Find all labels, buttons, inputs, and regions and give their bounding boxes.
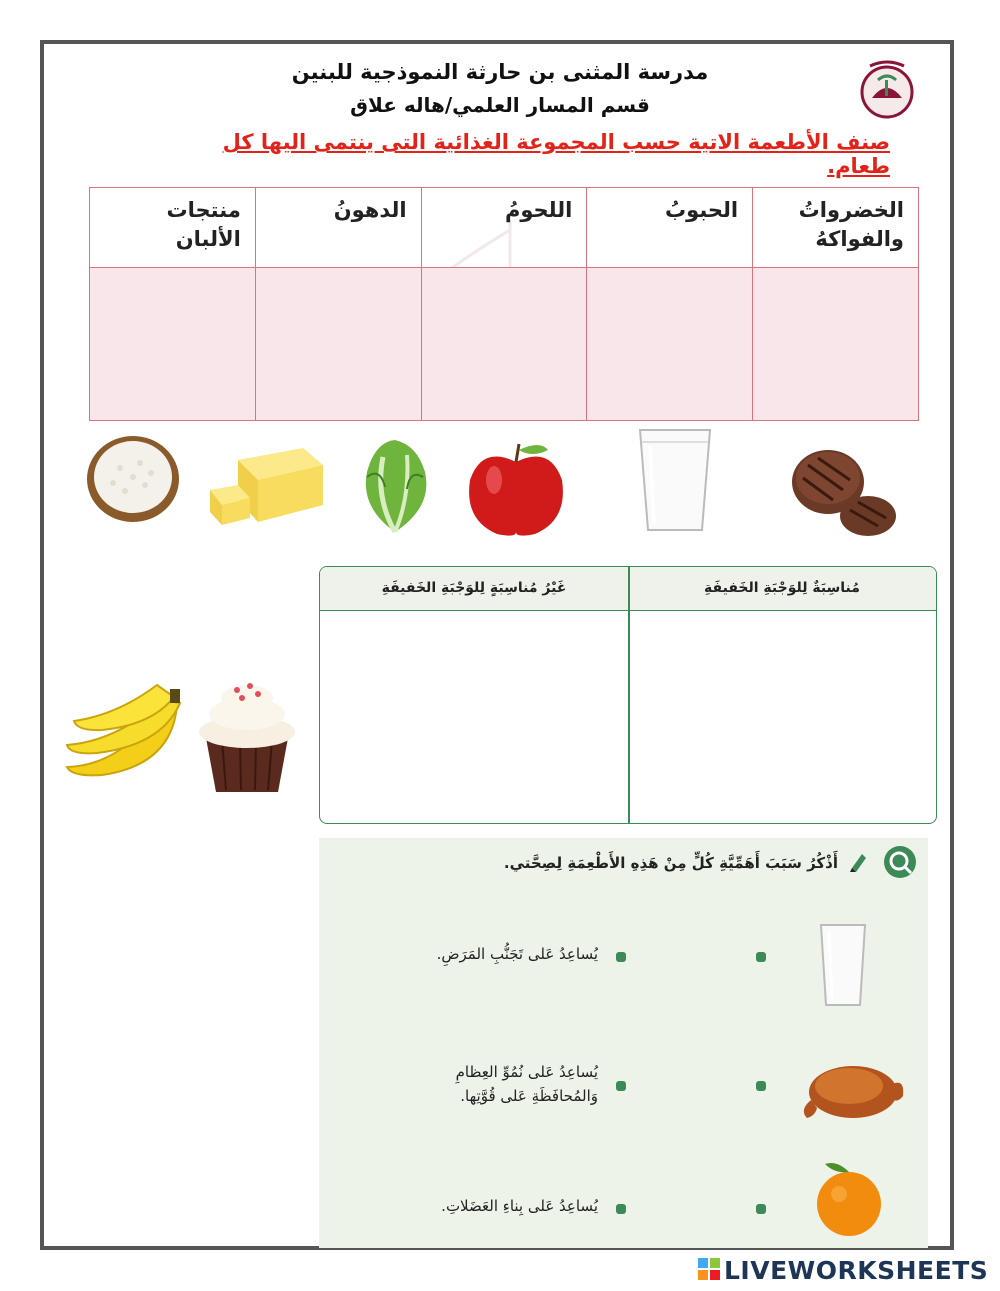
header-dairy: منتجات الألبان xyxy=(90,188,256,268)
liveworksheets-brand: LIVEWORKSHEETS xyxy=(724,1256,989,1285)
header-fats: الدهونُ xyxy=(255,188,421,268)
pencil-icon xyxy=(848,850,868,872)
butter-image[interactable] xyxy=(208,440,328,530)
instruction-text: صنف الأطعمة الاتية حسب المجموعة الغذائية التى ينتمى اليها كل طعام. xyxy=(222,130,890,178)
answer-bullet-1[interactable] xyxy=(756,952,766,962)
cupcake-image[interactable] xyxy=(192,672,302,794)
reason-bone-growth: يُساعِدُ عَلى نُمُوِّ العِظامِ وَالمُحافَظَةِ عَلى قُوَّتِها. xyxy=(455,1063,598,1105)
header-meats: اللحومُ xyxy=(421,188,587,268)
header-grains: الحبوبُ xyxy=(587,188,753,268)
reason-muscle-building: يُساعِدُ عَلى بِناءِ العَضَلاتِ. xyxy=(441,1197,598,1215)
liveworksheets-logo-icon xyxy=(698,1258,720,1280)
magnifier-icon xyxy=(884,846,916,878)
milk-glass-image[interactable] xyxy=(636,426,714,534)
answer-bullet-3[interactable] xyxy=(756,1204,766,1214)
milk-glass-small-image xyxy=(819,923,867,1007)
apple-image[interactable] xyxy=(462,440,570,538)
health-importance-section xyxy=(319,838,928,1248)
school-name: مدرسة المثنى بن حارثة النموذجية للبنين xyxy=(291,60,709,84)
orange-image xyxy=(807,1158,887,1238)
drop-zone-suitable[interactable] xyxy=(628,611,936,824)
drop-zone-fats[interactable] xyxy=(255,268,421,421)
food-groups-table xyxy=(89,187,919,421)
health-question: أَذْكُرُ سَبَبَ أَهَمِّيَّةِ كُلٍّ مِنْ هَذِهِ الأَطْعِمَةِ لِصِحَّتي. xyxy=(503,854,838,872)
header-suitable-snack: مُناسِبَةٌ لِلوَجْبَةِ الخَفيفَةِ xyxy=(628,567,936,611)
drop-zone-grains[interactable] xyxy=(587,268,753,421)
drop-zone-vegetables-fruits[interactable] xyxy=(753,268,919,421)
rice-bowl-image[interactable] xyxy=(85,433,181,523)
reason-bullet-1[interactable] xyxy=(616,952,626,962)
roast-chicken-image xyxy=(799,1056,907,1122)
drop-zone-dairy[interactable] xyxy=(90,268,256,421)
banana-image[interactable] xyxy=(62,675,188,785)
ministry-logo-icon xyxy=(850,58,925,120)
snack-table xyxy=(319,566,937,824)
reason-bullet-3[interactable] xyxy=(616,1204,626,1214)
department-name: قسم المسار العلمي/هاله علاق xyxy=(350,93,650,117)
reason-avoid-disease: يُساعِدُ عَلى تَجَنُّبِ المَرَضِ. xyxy=(436,945,598,963)
steak-image[interactable] xyxy=(788,440,900,540)
header-unsuitable-snack: غَيْرُ مُناسِبَةٍ لِلوَجْبَةِ الخَفيفَةِ xyxy=(320,567,629,611)
drop-zone-unsuitable[interactable] xyxy=(320,611,627,824)
drop-zone-meats[interactable] xyxy=(421,268,587,421)
answer-bullet-2[interactable] xyxy=(756,1081,766,1091)
lettuce-image[interactable] xyxy=(355,437,435,535)
header-vegetables-fruits: الخضرواتُ والفواكهُ xyxy=(753,188,919,268)
reason-bullet-2[interactable] xyxy=(616,1081,626,1091)
